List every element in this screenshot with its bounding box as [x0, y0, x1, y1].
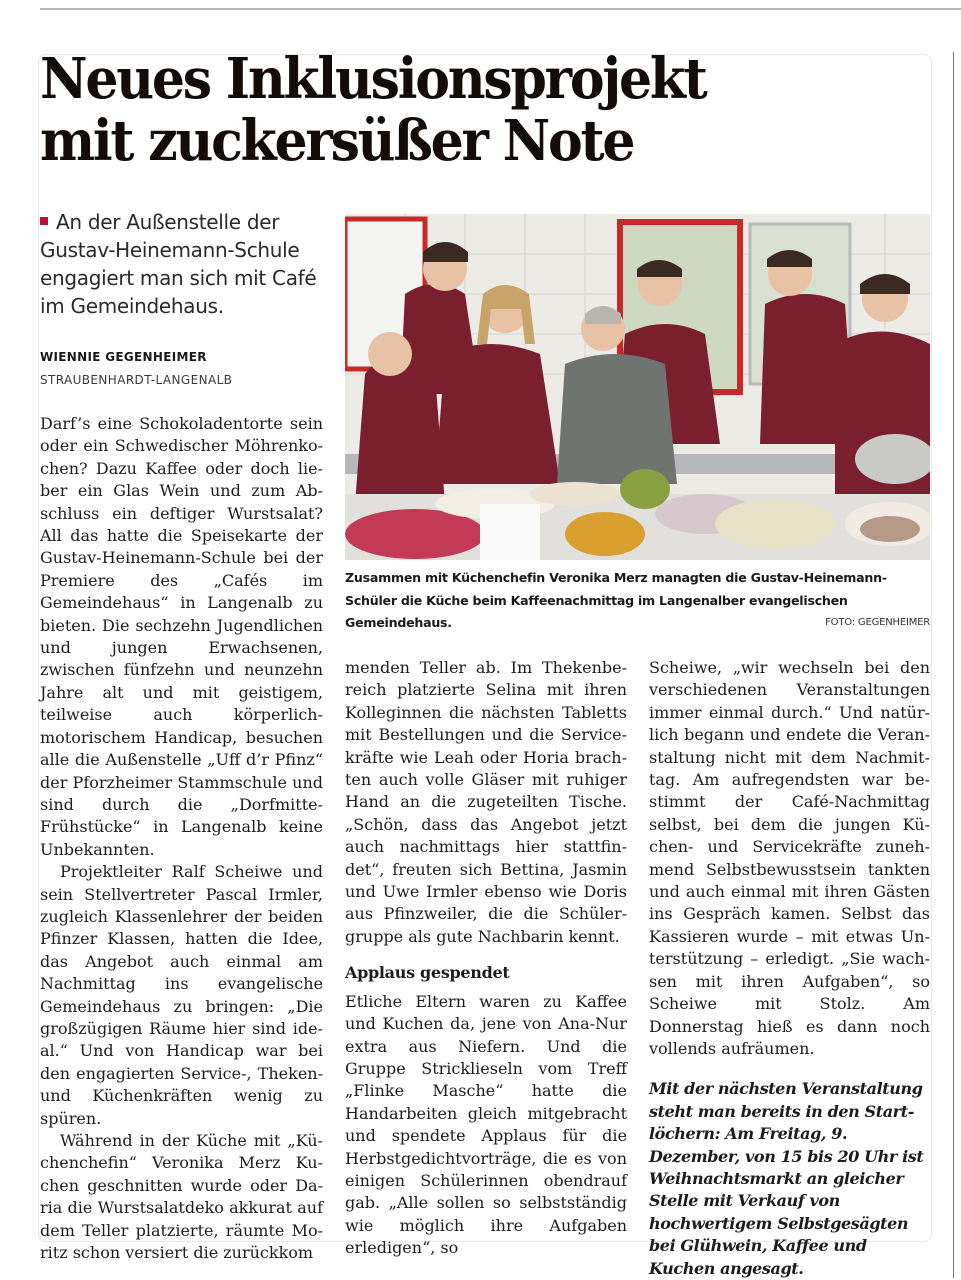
article-teaser	[40, 208, 340, 320]
text-column-3	[649, 657, 930, 1280]
text-column-2	[345, 657, 627, 1260]
section-subheading: Applaus gespendet	[345, 963, 510, 983]
page-edge-divider	[953, 52, 954, 1278]
author-name: WIENNIE GEGENHEIMER	[40, 350, 207, 364]
paragraph: menden Teller ab. Im Thekenbereich platzierte Selina mit ihren Kolleginnen die nächsten Tabletts mit Bestellungen und die Servicekräfte wie Leah oder Horia brachten auch volle Gläser mit ruhiger Hand an die zugeteilten Tische. „Schön, dass das Angebot jetzt auch nachmittags hier stattfindet“, freuten sich Bettina, Jasmin und Uwe Irmler ebenso wie Doris aus Pfinzweiler, die die Schülergruppe als gute Nachbarin kennt.	[345, 658, 627, 946]
article-photo	[345, 214, 930, 560]
photo-credit: FOTO: GEGENHEIMER	[825, 617, 930, 628]
article-headline	[40, 48, 706, 172]
top-divider	[40, 8, 961, 10]
paragraph: Etliche Eltern waren zu Kaffee und Kuchen da, jene von Ana-Nur extra aus Niefern. Und die Gruppe Stricklieseln vom Treff „Flinke Masche“ hatte die Handarbeiten gleich mitgebracht und spendete Applaus für die Herbstgedichtvorträge, die es von einigen Schülerinnen obendrauf gab. „Alle sollen so selbstständig wie möglich ihre Aufgaben erledigen“, so	[345, 991, 627, 1258]
photo-caption: Zusammen mit Küchenchefin Veronika Merz managten die Gustav-Heinemann-Schüler die Küche beim Kaffeenachmittag im Langenalber evangelischen Gemeindehaus.	[345, 570, 887, 630]
paragraph: Scheiwe, „wir wechseln bei den verschiedenen Veranstaltungen immer einmal durch.“ Und natürlich begann und endete die Veranstaltung nicht mit dem Nachmittag. Am aufregendsten war bestimmt der Café-Nachmittag selbst, bei dem die jungen Küchen- und Servicekräfte zunehmend Selbstbewusstsein tankten und auch einmal mit ihren Gästen ins Gespräch kamen. Selbst das Kassieren wurde – mit etwas Unterstützung – erledigt. „Sie wachsen mit ihren Aufgaben“, so Scheiwe mit Stolz. Am Donnerstag hieß es dann noch vollends aufräumen.	[649, 658, 930, 1058]
paragraph: Während in der Küche mit „Küchenchefin“ Veronika Merz Kuchen geschnitten wurde oder Daria die Wurstsalatdeko akkurat auf dem Teller platzierte, räumte Moritz schon versiert die zurückkom	[40, 1131, 323, 1263]
paragraph: Darf’s eine Schokoladentorte sein oder ein Schwedischer Möhrenkochen? Dazu Kaffee oder doch lieber ein Glas Wein und zum Abschluss ein deftiger Wurstsalat? All das hatte die Speisekarte der Gustav-Heinemann-Schule bei der Premiere des „Cafés im Gemeindehaus“ in Langenalb zu bieten. Die sechzehn Jugendlichen und jungen Erwachsenen, zwischen fünfzehn und neunzehn Jahre alt und mit geistigem, teilweise auch körperlich-motorischem Handicap, besuchen alle die Außenstelle „Uff d’r Pfinz“ der Pforzheimer Stammschule und sind durch die „Dorfmitte-Frühstücke“ in Langenalb keine Unbekannten.	[40, 414, 323, 859]
event-announcement: Mit der nächsten Veranstaltung steht man bereits in den Startlöchern: Am Freitag, 9. Dezember, von 15 bis 20 Uhr ist Weihnachtsmarkt an gleicher Stelle mit Verkauf von hochwertigem Selbstgesägten bei Glühwein, Kaffee und Kuchen angesagt.	[649, 1079, 924, 1278]
teaser-bullet-icon	[40, 217, 48, 225]
headline-line-2: mit zuckersüßer Note	[40, 108, 634, 174]
headline-line-1: Neues Inklusionsprojekt	[40, 46, 706, 112]
kitchen-group-photo	[345, 214, 930, 560]
text-column-1	[40, 413, 323, 1264]
dateline-location: STRAUBENHARDT-LANGENALB	[40, 373, 233, 387]
paragraph: Projektleiter Ralf Scheiwe und sein Stellvertreter Pascal Irmler, zugleich Klassenlehrer der beiden Pfinzer Klassen, hatten die Idee, das Angebot auch einmal am Nachmittag ins evangelische Gemeindehaus zu bringen: „Die großzügigen Räume hier sind ideal.“ Und von Handicap war bei den engagierten Service-, Theken- und Küchenkräften wenig zu spüren.	[40, 862, 323, 1128]
teaser-text: An der Außenstelle der Gustav-Heinemann-Schule engagiert man sich mit Café im Gemeindehaus.	[40, 210, 317, 318]
